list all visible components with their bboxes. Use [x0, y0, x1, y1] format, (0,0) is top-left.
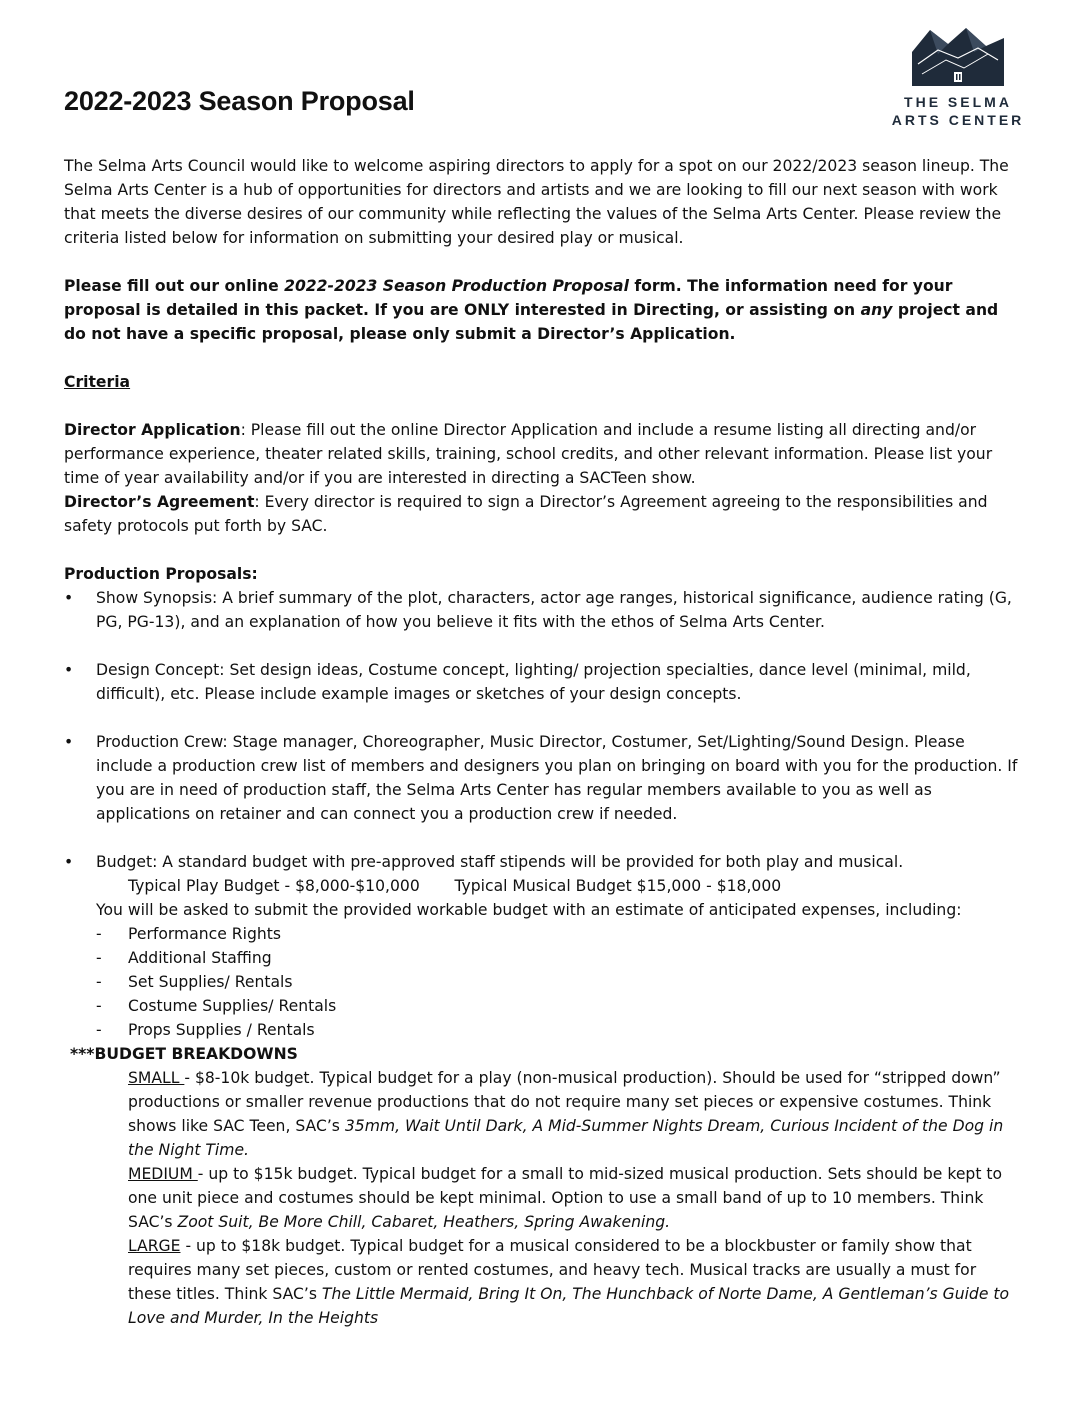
criteria-heading: Criteria: [64, 373, 131, 391]
selma-arts-center-logo: [888, 24, 1028, 134]
budget-breakdowns-heading: ***BUDGET BREAKDOWNS: [70, 1045, 298, 1063]
budget-text: Budget: A standard budget with pre-approved staff stipends will be provided for both play and musical.: [96, 853, 904, 871]
notice-text: project and do not have a specific proposal, please only submit a Director’s Application.: [64, 301, 999, 343]
expense-item: Set Supplies/ Rentals: [128, 973, 293, 991]
list-item: [64, 850, 1024, 874]
directors-agreement-label: Director’s Agreement: [64, 493, 255, 511]
small-budget-paragraph: [64, 1066, 1024, 1162]
medium-text: - up to $15k budget. Typical budget for a small to mid-sized musical production. Sets should be kept to one unit piece and costumes should be kept minimal. Option to use a small band of up to 10 members. Think SAC’s: [128, 1165, 1003, 1231]
large-budget-paragraph: [64, 1234, 1024, 1330]
small-label: SMALL: [128, 1069, 185, 1087]
show-synopsis-text: Show Synopsis: A brief summary of the plot, characters, actor age ranges, historical significance, audience rating (G, PG, PG-13), and an explanation of how you believe it fits with the ethos of Selma Arts Center.: [96, 589, 1012, 631]
proposal-form-name: 2022-2023 Season Production Proposal: [284, 277, 629, 295]
list-item: [64, 994, 1024, 1018]
expense-item: Additional Staffing: [128, 949, 272, 967]
small-text: - $8-10k budget. Typical budget for a play (non-musical production). Should be used for “stripped down” productions or smaller revenue productions that do not require many set pieces or expensive costumes. Think shows like SAC Teen, SAC’s: [128, 1069, 1001, 1135]
notice-emphasis: any: [860, 301, 893, 319]
logo-text-line1: THE SELMA: [904, 94, 1012, 110]
dash-marker: -: [96, 1021, 102, 1039]
list-item: [64, 658, 1024, 706]
notice-text: Please fill out our online: [64, 277, 285, 295]
director-application-paragraph: [64, 418, 1024, 490]
list-item: [64, 922, 1024, 946]
page-title: 2022-2023 Season Proposal: [64, 86, 415, 116]
list-item: [64, 730, 1024, 826]
bullet-icon: •: [64, 853, 74, 871]
expense-item: Props Supplies / Rentals: [128, 1021, 315, 1039]
list-item: [64, 946, 1024, 970]
director-application-text: : Please fill out the online Director Application and include a resume listing all directing and/or performance experience, theater related skills, training, school credits, and other relevant information. Please list your time of year availability and/or if you are interested in directing a SACTeen show.: [64, 421, 993, 487]
notice-text: form. The information need for your proposal is detailed in this packet. If you are ONLY interested in Directing, or assisting on: [64, 277, 953, 319]
document-body: [64, 154, 1024, 1330]
production-proposals-heading: Production Proposals:: [64, 565, 258, 583]
large-titles: The Little Mermaid, Bring It On, The Hunchback of Norte Dame, A Gentleman’s Guide to Love and Murder, In the Heights: [128, 1285, 1010, 1327]
directors-agreement-text: : Every director is required to sign a Director’s Agreement agreeing to the responsibilities and safety protocols put forth by SAC.: [64, 493, 988, 535]
dash-marker: -: [96, 925, 102, 943]
building-logo-icon: [908, 24, 1008, 88]
director-application-label: Director Application: [64, 421, 241, 439]
dash-marker: -: [96, 949, 102, 967]
notice-paragraph: [64, 274, 1024, 346]
logo-text-line2: ARTS CENTER: [891, 112, 1025, 128]
budget-submit-text: You will be asked to submit the provided workable budget with an estimate of anticipated expenses, including:: [96, 901, 962, 919]
typical-budgets: Typical Play Budget - $8,000-$10,000 Typical Musical Budget $15,000 - $18,000: [128, 877, 782, 895]
bullet-icon: •: [64, 733, 74, 751]
medium-label: MEDIUM: [128, 1165, 198, 1183]
medium-titles: Zoot Suit, Be More Chill, Cabaret, Heathers, Spring Awakening.: [177, 1213, 671, 1231]
medium-budget-paragraph: [64, 1162, 1024, 1234]
large-label: LARGE: [128, 1237, 181, 1255]
large-text: - up to $18k budget. Typical budget for a musical considered to be a blockbuster or family show that requires many set pieces, custom or rented costumes, and heavy tech. Musical tracks are usually a must for these titles. Think SAC’s: [128, 1237, 977, 1303]
list-item: [64, 586, 1024, 634]
design-concept-text: Design Concept: Set design ideas, Costume concept, lighting/ projection specialties, dance level (minimal, mild, difficult), etc. Please include example images or sketches of your design concepts.: [96, 661, 971, 703]
list-item: [64, 1018, 1024, 1042]
expense-item: Performance Rights: [128, 925, 281, 943]
list-item: [64, 970, 1024, 994]
expense-item: Costume Supplies/ Rentals: [128, 997, 337, 1015]
bullet-icon: •: [64, 589, 74, 607]
intro-paragraph: The Selma Arts Council would like to welcome aspiring directors to apply for a spot on our 2022/2023 season lineup. The Selma Arts Center is a hub of opportunities for directors and artists and we are looking to fill our next season with work that meets the diverse desires of our community while reflecting the values of the Selma Arts Center. Please review the criteria listed below for information on submitting your desired play or musical.: [64, 157, 1009, 247]
production-crew-text: Production Crew: Stage manager, Choreographer, Music Director, Costumer, Set/Lighting/Sound Design. Please include a production crew list of members and designers you plan on bringing on board with you for the production. If you are in need of production staff, the Selma Arts Center has regular members available to you as well as applications on retainer and can connect you a production crew if needed.: [96, 733, 1018, 823]
small-titles: 35mm, Wait Until Dark, A Mid-Summer Nights Dream, Curious Incident of the Dog in the Night Time.: [128, 1117, 1004, 1159]
dash-marker: -: [96, 973, 102, 991]
dash-marker: -: [96, 997, 102, 1015]
directors-agreement-paragraph: [64, 490, 1024, 538]
bullet-icon: •: [64, 661, 74, 679]
